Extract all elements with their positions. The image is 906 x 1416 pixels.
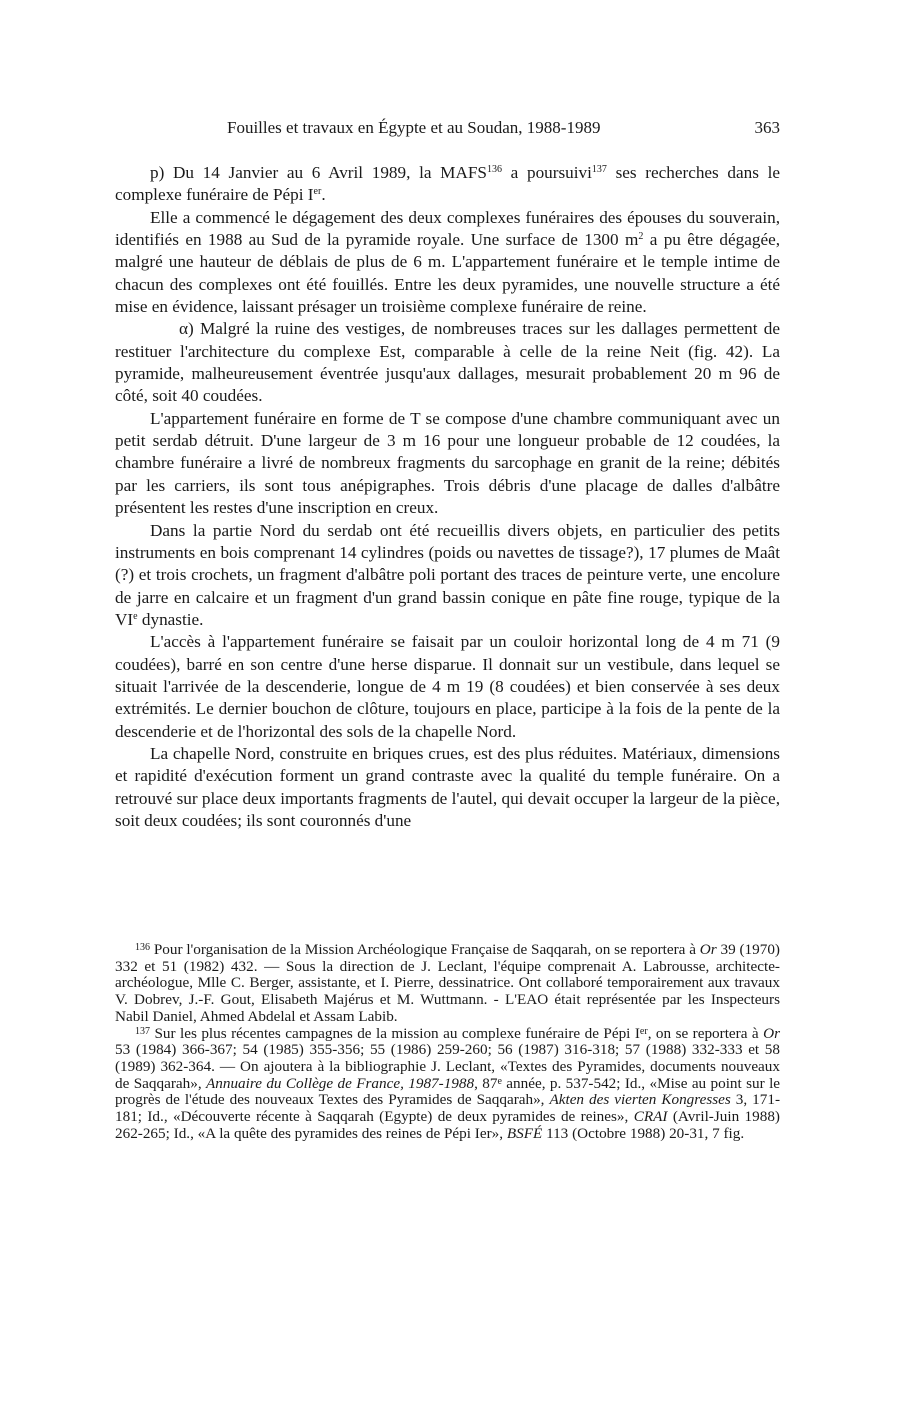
page-number: 363: [754, 118, 780, 137]
footnote-136: $^{136}$ Pour l'organisation de la Mission Archéologique Française de Saqqarah, on se reportera à Or 39 (1970) 332 et 51 (1982) 432. — Sous la direction de J. Leclant, l'équipe comprenait A. Labrousse, architecte-archéologue, Mlle C. Berger, assistante, et I. Pierre, dessinatrice. Ont collaboré temporairement aux travaux V. Dobrev, J.-F. Gout, Elisabeth Majérus et M. Wuttmann. - L'EAO était représentée par les Inspecteurs Nabil Daniel, Ahmed Abdelal et Assam Labib.: [115, 941, 780, 1025]
footnote-ref-136[interactable]: 136: [487, 164, 502, 175]
paragraph-complexes: Elle a commencé le dégagement des deux complexes funéraires des épouses du souverain, identifiés en 1988 au Sud de la pyramide royale. Une surface de 1300 $m^2$ a pu être dégagée, malgré une hauteur de déblais de plus de 6 m. L'appartement funéraire et le temple intime de chacun des complexes ont été fouillés. Entre les deux pyramides, une nouvelle structure a été mise en évidence, laissant présager un troisième complexe funéraire de reine.: [115, 207, 780, 317]
footnotes: [115, 942, 780, 1142]
paragraph-acces: L'accès à l'appartement funéraire se faisait par un couloir horizontal long de 4 m 71 (9 coudées), barré en son centre d'une herse disparue. Il donnait sur un vestibule, dans lequel se situait l'arrivée de la descenderie, longue de 4 m 19 (8 coudées) et bien conservée à ses deux extrémités. Le dernier bouchon de clôture, toujours en place, participe à la fois de la pente de la descenderie et de l'horizontal des sols de la chapelle Nord.: [115, 632, 780, 741]
running-header: [213, 117, 780, 139]
paragraph-chapelle: La chapelle Nord, construite en briques crues, est des plus réduites. Matériaux, dimensions et rapidité d'exécution forment un grand contraste avec la qualité du temple funéraire. On a retrouvé sur place deux importants fragments de l'autel, qui devait occuper la largeur de la pièce, soit deux coudées; ils sont couronnés d'une: [115, 743, 780, 830]
main-text: [115, 162, 780, 832]
paragraph-alpha: α) Malgré la ruine des vestiges, de nombreuses traces sur les dallages permettent de restituer l'architecture du complexe Est, comparable à celle de la reine Neit (fig. 42). La pyramide, malheureusement éventrée jusqu'aux dallages, mesurait probablement 20 m 96 de côté, soit 40 coudées.: [115, 319, 780, 406]
footnote-number: 136: [135, 942, 150, 953]
footnote-number: 137: [135, 1025, 150, 1037]
paragraph-intro: p) Du 14 Janvier au 6 Avril 1989, la MAFS$^{136}$ a poursuivi$^{137}$ ses recherches dans le complexe funéraire de Pépi Ier.: [115, 163, 781, 205]
paragraph-appartement: L'appartement funéraire en forme de T se compose d'une chambre communiquant avec un petit serdab détruit. D'une largeur de 3 m 16 pour une longueur probable de 12 coudées, la chambre funéraire a livré de nombreux fragments du sarcophage en granit de la reine; débités par les carriers, ils sont tous anépigraphes. Trois débris d'une placage de dalles d'albâtre présentent les restes d'une inscription en creux.: [115, 408, 780, 518]
running-title: Fouilles et travaux en Égypte et au Soudan, 1988-1989: [227, 118, 601, 137]
footnote-ref-137[interactable]: 137: [591, 164, 607, 175]
footnote-137: $^{137}$ Sur les plus récentes campagnes de la mission au complexe funéraire de Pépi Ier, on se reportera à Or 53 (1984) 366-367; 54 (1985) 355-356; 55 (1986) 259-260; 56 (1987) 316-318; 57 (1988) 332-333 et 58 (1989) 362-364. — On ajoutera à la bibliographie J. Leclant, «Textes des Pyramides, documents nouveaux de Saqqarah», Annuaire du Collège de France, 1987-1988, 87e année, p. 537-542; Id., «Mise au point sur le progrès de l'étude des nouveaux Textes des Pyramides de Saqqarah», Akten des vierten Kongresses 3, 171-181; Id., «Découverte récente à Saqqarah (Egypte) de deux pyramides de reines», CRAI (Avril-Juin 1988) 262-265; Id., «A la quête des pyramides des reines de Pépi Ier», BSFÉ 113 (Octobre 1988) 20-31, 7 fig.: [115, 1024, 781, 1142]
paragraph-serdab: Dans la partie Nord du serdab ont été recueillis divers objets, en particulier des petits instruments en bois comprenant 14 cylindres (poids ou navettes de tissage?), 17 plumes de Maât (?) et trois crochets, un fragment d'albâtre poli portant des traces de peinture verte, une encolure de jarre en calcaire et un fragment d'un grand bassin conique en pâte fine rouge, typique de la VIe dynastie.: [115, 520, 780, 629]
